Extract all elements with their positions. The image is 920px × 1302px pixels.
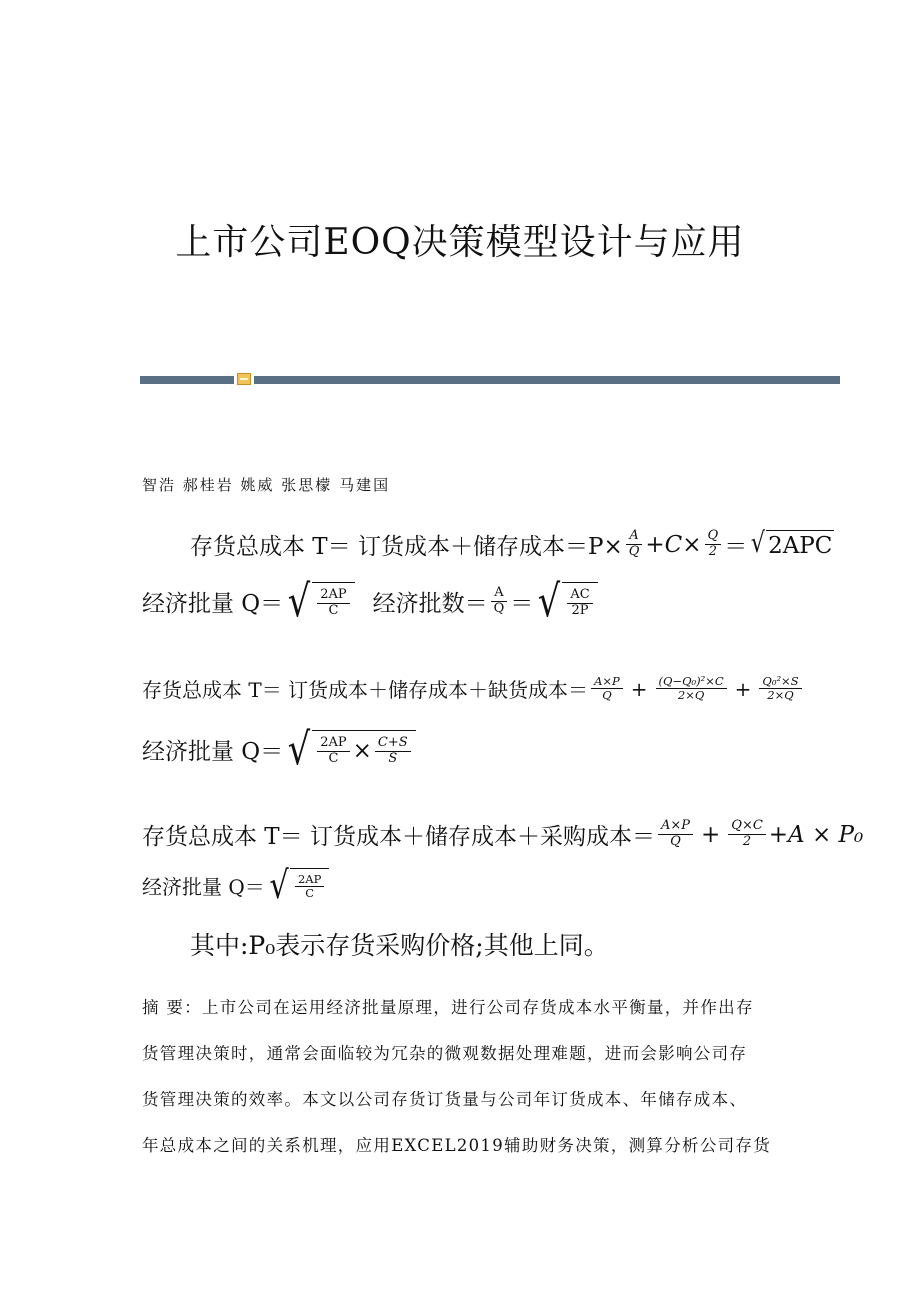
formula-text: 经济批量 Q＝ (142, 591, 284, 618)
fraction: $\frac{Q}{2}$ (705, 529, 722, 560)
abstract-line: 货管理决策的效率。本文以公司存货订货量与公司年订货成本、年储存成本、 (142, 1090, 748, 1109)
radical-icon: √ (287, 576, 311, 627)
abstract-line: 年总成本之间的关系机理，应用EXCEL2019辅助财务决策，测算分析公司存货 (142, 1136, 772, 1155)
formula-text: +C× (645, 531, 702, 558)
formula-economic-batch-shortage (142, 724, 416, 775)
formula-text: ＝ (724, 534, 748, 560)
formula-total-cost-basic (190, 528, 834, 561)
square-root (285, 576, 354, 627)
fraction: $\frac{2AP}{C}$ (317, 736, 349, 767)
fraction: $\frac{\text{(Q−Q₀)²×C}}{2\times Q}$ (656, 675, 727, 702)
abstract-line: 摘 要：上市公司在运用经济批量原理，进行公司存货成本水平衡量，并作出存 (142, 998, 754, 1017)
formula-text: 存货总成本 T＝ 订货成本＋储存成本＋采购成本＝ (142, 824, 655, 850)
page-title: 上市公司EOQ决策模型设计与应用 (175, 222, 745, 263)
square-root (267, 863, 330, 907)
radical-icon: √ (751, 526, 766, 559)
formula-total-cost-shortage: 存货总成本 T＝ 订货成本＋储存成本＋缺货成本＝ $\frac{A\times P}{Q}$ + $\frac{\text{(Q−Q₀)²×C}}{2\times Q}$ + $\frac{\text{Q₀²×S}}{2\times Q}$ (142, 674, 805, 703)
fraction: $\frac{AC}{2P}$ (567, 588, 592, 619)
radical-icon: √ (287, 724, 311, 775)
formula-economic-batch-purchase (142, 863, 329, 907)
fraction: $\frac{2AP}{C}$ (317, 588, 349, 619)
fraction: $\frac{A\times P}{Q}$ (658, 819, 693, 850)
square-root (535, 576, 597, 627)
square-root: √ 2APC (751, 526, 833, 559)
fraction: $\frac{\text{Q₀²×S}}{2\times Q}$ (759, 675, 801, 702)
fraction: $\frac{A}{Q}$ (626, 529, 643, 560)
formula-text: 存货总成本 T＝ 订货成本＋储存成本＝P× (190, 534, 623, 560)
formula-text: +A × P₀ (768, 821, 864, 848)
fraction: $\frac{Q\times C}{2}$ (728, 819, 766, 850)
title-divider-right (254, 376, 840, 384)
radical-icon: √ (269, 863, 289, 907)
formula-text: 经济批量 Q＝ (142, 874, 265, 899)
formula-text: ＝ (510, 591, 534, 618)
fraction: $\frac{A}{Q}$ (491, 586, 508, 617)
title-divider-left (140, 376, 234, 384)
formula-note: 其中:P₀表示存货采购价格;其他上同。 (190, 931, 609, 960)
formula-text: 存货总成本 T＝ 订货成本＋储存成本＋缺货成本＝ (142, 678, 589, 702)
divider-ornament-icon (237, 373, 251, 385)
fraction: $\frac{A\times P}{Q}$ (591, 675, 623, 702)
formula-text: 经济批量 Q＝ (142, 739, 284, 766)
fraction: $\frac{C+S}{S}$ (375, 736, 411, 767)
fraction: $\frac{2AP}{C}$ (295, 873, 324, 900)
abstract-line: 货管理决策时，通常会面临较为冗杂的微观数据处理难题，进而会影响公司存 (142, 1044, 748, 1063)
formula-total-cost-purchase: 存货总成本 T＝ 订货成本＋储存成本＋采购成本＝ $\frac{A\times P}{Q}$ + $\frac{Q\times C}{2}$ +A × P₀ (142, 818, 864, 850)
radical-icon: √ (538, 576, 561, 627)
formula-text: 经济批数＝ (372, 591, 488, 618)
square-root: √ $\frac{2AP}{C}$ × $\frac{C+S}{S}$ (285, 730, 415, 770)
author-list: 智浩 郝桂岩 姚威 张思檬 马建国 (142, 476, 391, 494)
abstract-paragraph (142, 994, 802, 1160)
formula-economic-batch (142, 576, 598, 627)
